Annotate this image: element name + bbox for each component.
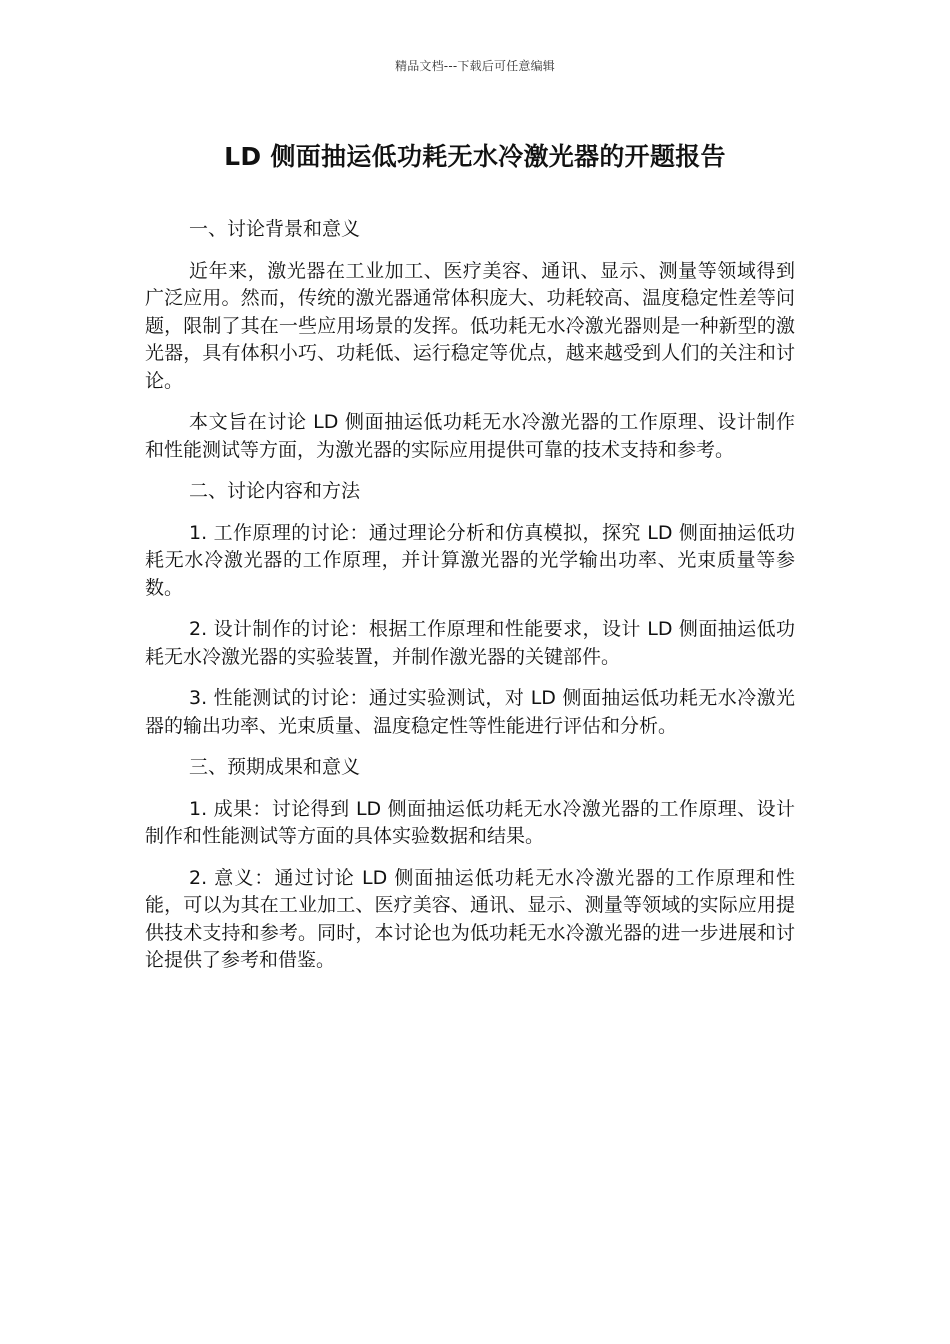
header-note: 精品文档---下载后可任意编辑 [395, 59, 555, 73]
outcomes-item-2: 2. 意义：通过讨论 LD 侧面抽运低功耗无水冷激光器的工作原理和性能，可以为其在工业加工、医疗美容、通讯、显示、测量等领域的实际应用提供技术支持和参考。同时，本讨论也为低功耗无水冷激光器的进一步进展和讨论提供了参考和借鉴。 [145, 866, 795, 971]
methods-item-2: 2. 设计制作的讨论：根据工作原理和性能要求，设计 LD 侧面抽运低功耗无水冷激光器的实验装置，并制作激光器的关键部件。 [145, 618, 795, 668]
section-heading-methods: 二、讨论内容和方法 [189, 480, 361, 502]
section-heading-background: 一、讨论背景和意义 [189, 218, 361, 240]
document-body [145, 216, 795, 989]
outcomes-item-1: 1. 成果：讨论得到 LD 侧面抽运低功耗无水冷激光器的工作原理、设计制作和性能测试等方面的具体实验数据和结果。 [145, 797, 795, 847]
document-title: LD 侧面抽运低功耗无水冷激光器的开题报告 [224, 142, 726, 171]
methods-item-3: 3. 性能测试的讨论：通过实验测试，对 LD 侧面抽运低功耗无水冷激光器的输出功率、光束质量、温度稳定性等性能进行评估和分析。 [145, 687, 795, 737]
background-paragraph-1: 近年来，激光器在工业加工、医疗美容、通讯、显示、测量等领域得到广泛应用。然而，传统的激光器通常体积庞大、功耗较高、温度稳定性差等问题，限制了其在一些应用场景的发挥。低功耗无水冷激光器则是一种新型的激光器，具有体积小巧、功耗低、运行稳定等优点，越来越受到人们的关注和讨论。 [145, 259, 795, 392]
section-heading-outcomes: 三、预期成果和意义 [189, 756, 361, 778]
background-paragraph-2: 本文旨在讨论 LD 侧面抽运低功耗无水冷激光器的工作原理、设计制作和性能测试等方面，为激光器的实际应用提供可靠的技术支持和参考。 [145, 411, 795, 461]
methods-item-1: 1. 工作原理的讨论：通过理论分析和仿真模拟，探究 LD 侧面抽运低功耗无水冷激光器的工作原理，并计算激光器的光学输出功率、光束质量等参数。 [145, 521, 795, 599]
